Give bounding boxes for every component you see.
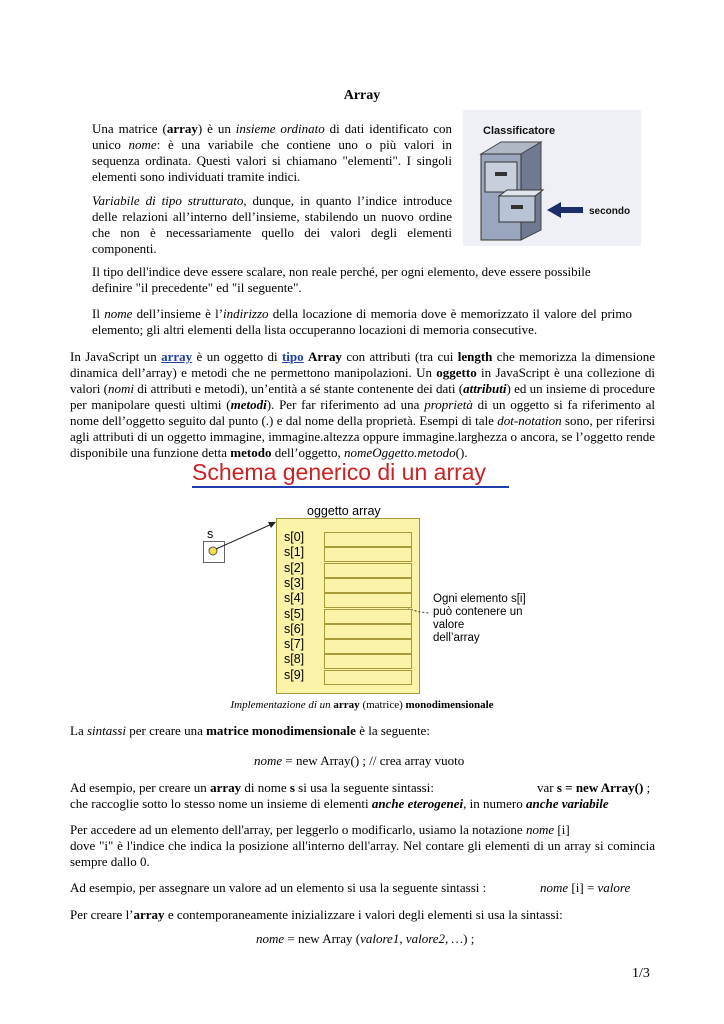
array-link[interactable]: array [161,349,193,364]
structured-type-paragraph: Variabile di tipo strutturato, dunque, in quanto l’indice introduce delle relazioni all’interno dell’insieme, stabilendo un nuovo ordine che non è necessariamente quello dei valori degli elementi componenti. [92,193,453,256]
array-cell-box [324,609,412,624]
array-cell-box [324,593,412,608]
page-number: 1/3 [632,966,650,981]
diagram-caption: Implementazione di un array (matrice) monodimensionale [230,699,494,711]
syntax-line: nome = new Array() ; // crea array vuoto [254,753,465,768]
array-cell-box [324,624,412,639]
array-cell-box [324,639,412,654]
init-code: nome = new Array (valore1, valore2, …) ; [256,931,475,946]
tipo-link[interactable]: tipo [281,349,304,364]
syntax-intro: La sintassi per creare una matrice monodimensionale è la seguente: [70,723,430,738]
intro-paragraph: Una matrice (array) è un insieme ordinato di dati identificato con unico nome: è una variabile che contiene uno o più valori in sequenza ordinata. Questi valori si chiamano "elementi". I singoli elementi sono individuati tramite indici. [92,121,453,184]
array-cell-label: s[0] [284,530,305,544]
access-explanation: dove "i" è l'indice che indica la posizione all'interno dell'array. Nel contare gli elementi di un array si comincia sempre dallo 0. [70,838,655,869]
array-cell-box [324,532,412,547]
array-cell-box [324,578,412,593]
assign-line: Ad esempio, per assegnare un valore ad un elemento si usa la seguente sintassi : [70,880,487,895]
array-cell-label: s[4] [284,591,305,605]
array-cell-label: s[2] [284,561,305,575]
array-cell-box [324,547,412,562]
array-cell-label: s[3] [284,576,305,590]
object-array-label: oggetto array [307,504,381,518]
cabinet-label-top: Classificatore [483,125,556,137]
array-cell-box [324,670,412,685]
array-cell-label: s[8] [284,652,305,666]
access-line: Per accedere ad un elemento dell'array, per leggerlo o modificarlo, usiamo la notazione nome [i] [70,822,570,837]
index-type-paragraph: Il tipo dell'indice deve essere scalare, non reale perché, per ogni elemento, deve essere possibile definire "il precedente" ed "il seguente". [92,264,591,295]
variable-s-label: s [207,527,214,541]
array-cell-label: s[9] [284,668,305,682]
assign-code: nome [i] = valore [540,880,631,895]
array-cell-box [324,654,412,669]
example-heterogeneous-line: che raccoglie sotto lo stesso nome un insieme di elementi anche eterogenei, in numero anche variabile [70,796,609,811]
array-cell-label: s[1] [284,545,305,559]
init-line: Per creare l’array e contemporaneamente inizializzare i valori degli elementi si usa la sintassi: [70,907,563,922]
javascript-array-paragraph: In JavaScript un array è un oggetto di tipo Array con attributi (tra cui length che memorizza la dimensione dinamica dell’array) e metodi che ne permettono manipolazioni. Un oggetto in JavaScript è una collezione di valori (nomi di attributi e metodi), un’entità a sé stante contenente dei dati (attributi) ed un insieme di procedure per manipolare questi ultimi (metodi). Per far riferimento ad una proprietà di un oggetto si fa riferimento al nome dell’oggetto seguito dal punto (.) e dal nome della proprietà. Esempi di tale dot-notation sono, per riferirsi agli attributi di un oggetto immagine, immagine.altezza oppure immagine.larghezza o ancora, se l’oggetto rende disponibile una funzione detta metodo dell’oggetto, nomeOggetto.metodo(). [70,349,656,460]
name-address-paragraph: Il nome dell’insieme è l’indirizzo della locazione di memoria dove è memorizzato il valore del primo elemento; gli altri elementi della lista occuperanno locazioni di memoria consecutive. [92,306,633,337]
page-title: Array [343,88,381,103]
array-cell-label: s[5] [284,607,305,621]
diagram-heading: Schema generico di un array [192,459,487,485]
cabinet-label-side: secondo [589,206,631,217]
array-cell-box [324,563,412,578]
example-create-line: Ad esempio, per creare un array di nome s si usa la seguente sintassi: [70,780,434,795]
element-note: Ogni elemento s[i] può contenere un valore dell’array [433,593,526,644]
array-cell-label: s[6] [284,622,305,636]
array-cell-label: s[7] [284,637,305,651]
example-create-code: var s = new Array() ; [537,780,651,795]
